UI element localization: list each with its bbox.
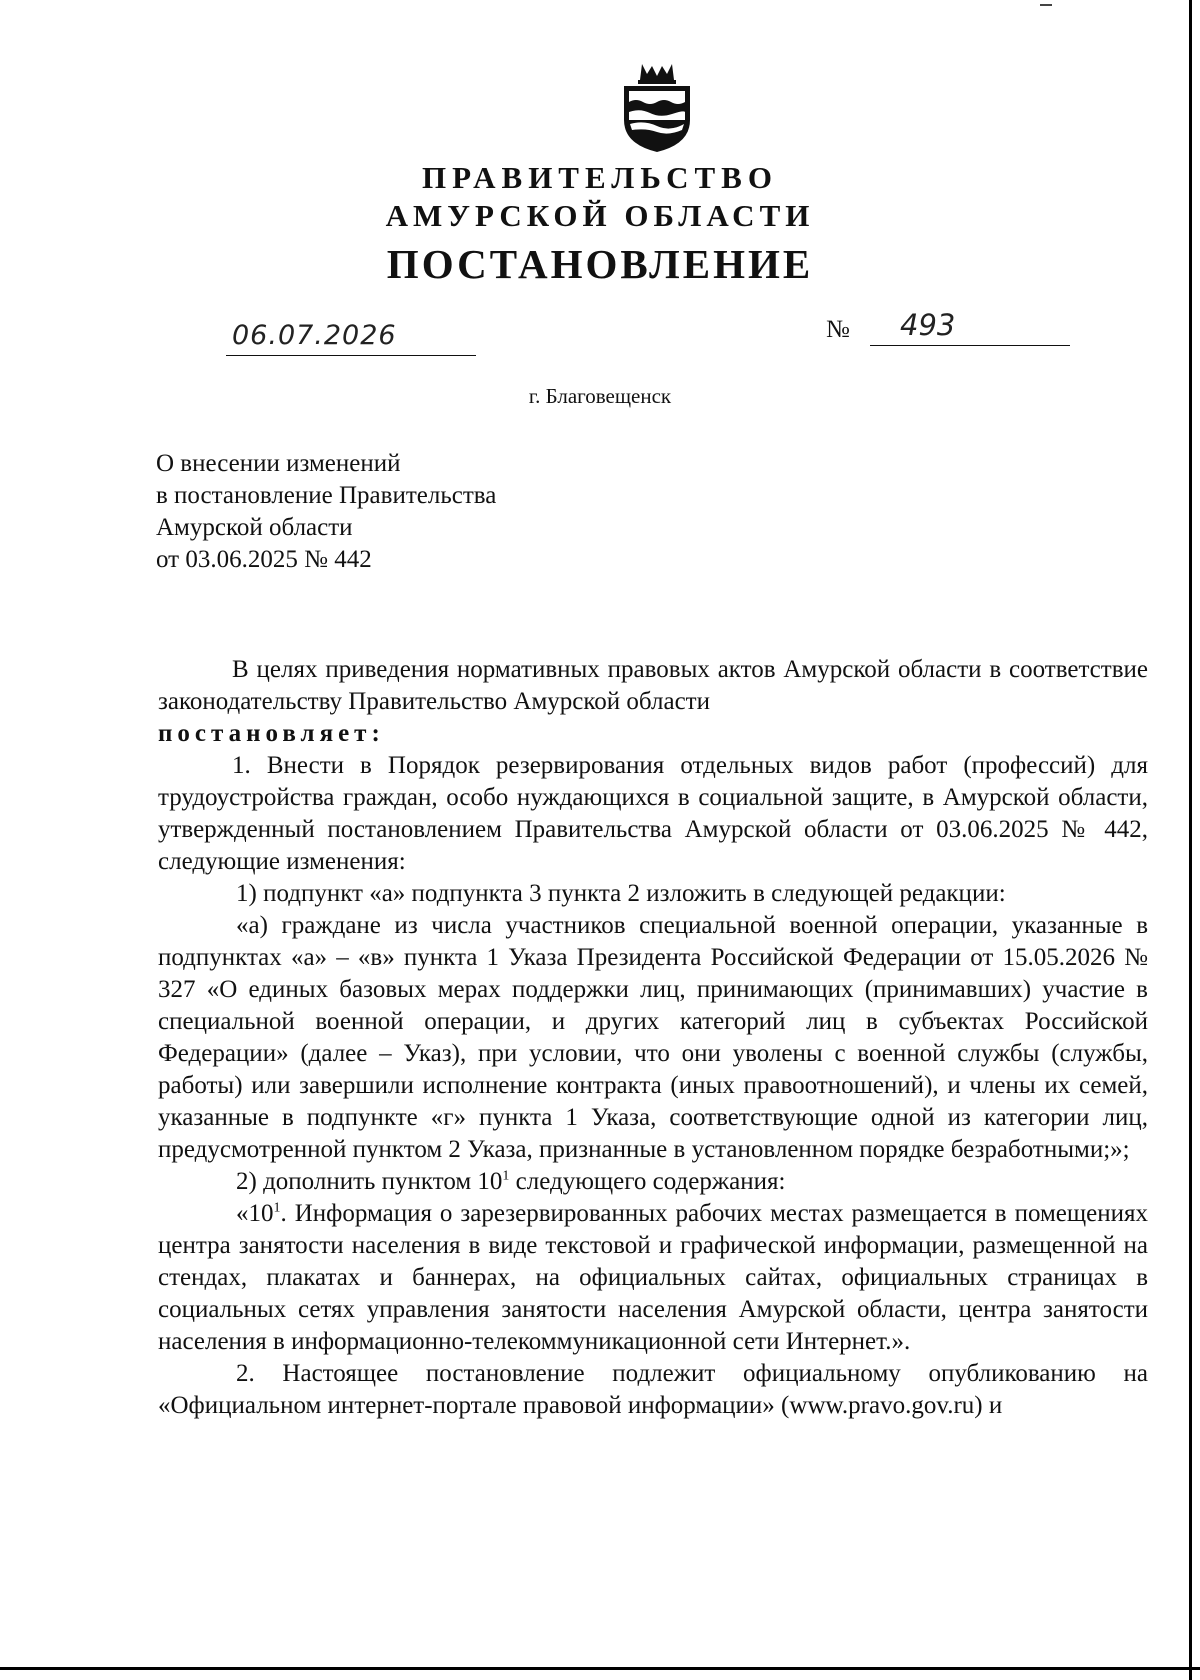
number-sign: № bbox=[826, 316, 850, 343]
org-name-line1: ПРАВИТЕЛЬСТВО bbox=[422, 160, 778, 195]
date-underline bbox=[226, 355, 476, 356]
item-1-2-sup: 1 bbox=[502, 1168, 510, 1184]
item-1-2-text-sup: 1 bbox=[273, 1200, 281, 1216]
intro-paragraph: В целях приведения нормативных правовых актов Амурской области в соответствие законодательству Правительство Амурской области bbox=[158, 656, 1148, 715]
item-1-2-pre: 2) дополнить пунктом 10 bbox=[236, 1168, 503, 1195]
item-1-2-text-pre: «10 bbox=[236, 1200, 274, 1227]
number-underline bbox=[870, 345, 1070, 346]
scan-mark bbox=[1040, 4, 1052, 6]
item-1-2-text-paragraph bbox=[158, 1198, 1148, 1358]
item-2-paragraph: 2. Настоящее постановление подлежит официальному опубликованию на «Официальном интернет-портале правовой информации» (www.pravo.gov.ru) и bbox=[158, 1360, 1148, 1419]
item-1-2-post: следующего содержания: bbox=[509, 1168, 786, 1195]
document-date: 06.07.2026 bbox=[232, 320, 397, 351]
coat-of-arms-emblem bbox=[620, 58, 694, 154]
item-1-1-text-paragraph: «а) граждане из числа участников специальной военной операции, указанные в подпунктах «а» – «в» пункта 1 Указа Президента Российской Федерации от 15.05.2026 № 327 «О единых базовых мерах поддержки лиц, принимающих (принимавших) участие в специальной военной операции, и других категорий лиц в субъектах Российской Федерации» (далее – Указ), при условии, что они уволены с военной службы (службы, работы) или завершили исполнение контракта (иных правоотношений), и члены их семей, указанные в подпункте «г» пункта 1 Указа, соответствующие одной из категории лиц, предусмотренной пунктом 2 Указа, признанные в установленном порядке безработными;»; bbox=[158, 912, 1148, 1163]
item-1-2-text-post: . Информация о зарезервированных рабочих местах размещается в помещениях центра занятости населения в виде текстовой и графической информации, размещенной на стендах, плакатах и баннерах, на официальных сайтах, официальных страницах в социальных сетях управления занятости населения Амурской области, центра занятости населения в информационно-телекоммуникационной сети Интернет.». bbox=[158, 1200, 1148, 1355]
subject-line: О внесении изменений bbox=[156, 450, 401, 477]
subject-line: Амурской области bbox=[156, 514, 353, 541]
document-number: 493 bbox=[900, 308, 956, 342]
city-name: г. Благовещенск bbox=[528, 384, 672, 408]
document-type-title: ПОСТАНОВЛЕНИЕ bbox=[386, 241, 814, 287]
item-1-1-paragraph: 1) подпункт «а» подпункта 3 пункта 2 изложить в следующей редакции: bbox=[236, 880, 1006, 907]
document-body bbox=[158, 654, 1148, 1422]
scan-border-bottom bbox=[0, 1667, 1200, 1670]
item-1-paragraph: 1. Внести в Порядок резервирования отдельных видов работ (профессий) для трудоустройства граждан, особо нуждающихся в социальной защите, в Амурской области, утвержденный постановлением Правительства Амурской области от 03.06.2025 № 442, следующие изменения: bbox=[158, 752, 1148, 875]
document-subject bbox=[156, 448, 496, 576]
subject-line: от 03.06.2025 № 442 bbox=[156, 546, 372, 573]
subject-line: в постановление Правительства bbox=[156, 482, 497, 509]
resolves-keyword: постановляет: bbox=[158, 720, 385, 747]
org-name-line2: АМУРСКОЙ ОБЛАСТИ bbox=[385, 198, 815, 233]
item-1-2-paragraph bbox=[158, 1166, 1148, 1198]
